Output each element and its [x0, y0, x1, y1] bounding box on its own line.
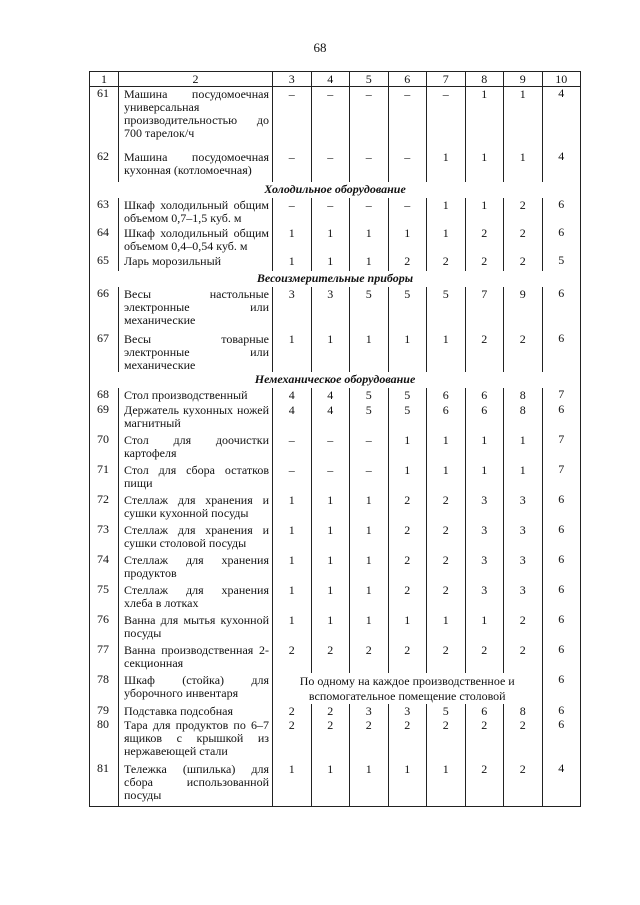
quantity-cell: –: [388, 150, 427, 182]
quantity-cell: 2: [388, 643, 427, 673]
quantity-cell: –: [350, 150, 389, 182]
row-number: 66: [90, 287, 119, 332]
section-title: Холодильное оборудование: [90, 182, 581, 198]
quantity-cell: 2: [427, 643, 466, 673]
quantity-cell: 5: [542, 254, 581, 271]
column-header: 9: [504, 72, 543, 87]
equipment-name: Стеллаж для хранения хлеба в лотках: [119, 583, 273, 613]
quantity-cell: 1: [350, 762, 389, 807]
row-number: 62: [90, 150, 119, 182]
quantity-cell: 2: [465, 718, 504, 762]
quantity-cell: 6: [427, 403, 466, 433]
quantity-cell: 1: [504, 150, 543, 182]
table-row: [90, 704, 581, 718]
quantity-cell: 6: [542, 718, 581, 762]
quantity-cell: 5: [388, 388, 427, 403]
quantity-cell: 1: [427, 150, 466, 182]
quantity-cell: 1: [388, 332, 427, 372]
row-number: 77: [90, 643, 119, 673]
quantity-cell: 1: [273, 254, 312, 271]
quantity-cell: 6: [542, 403, 581, 433]
table-row: [90, 523, 581, 553]
equipment-name: Тара для продуктов по 6–7 ящиков с крышкой из нержавеющей стали: [119, 718, 273, 762]
quantity-cell: –: [273, 463, 312, 493]
equipment-name: Ванна производственная 2-секционная: [119, 643, 273, 673]
quantity-cell: 5: [427, 704, 466, 718]
row-number: 75: [90, 583, 119, 613]
quantity-cell: 1: [350, 523, 389, 553]
quantity-cell: 1: [350, 226, 389, 254]
quantity-cell: 1: [388, 762, 427, 807]
quantity-cell: 5: [350, 403, 389, 433]
equipment-name: Машина посудомоечная кухонная (котломоечная): [119, 150, 273, 182]
quantity-cell: 3: [311, 287, 350, 332]
quantity-cell: 6: [542, 553, 581, 583]
equipment-name: Стол для доочистки картофеля: [119, 433, 273, 463]
column-header: 5: [350, 72, 389, 87]
quantity-cell: 1: [388, 433, 427, 463]
quantity-cell: 1: [465, 463, 504, 493]
header-row: [90, 72, 581, 87]
quantity-cell: –: [350, 463, 389, 493]
quantity-cell: 1: [311, 523, 350, 553]
row-number: 70: [90, 433, 119, 463]
quantity-cell: 2: [311, 718, 350, 762]
quantity-cell: 3: [504, 583, 543, 613]
quantity-cell: –: [427, 87, 466, 151]
row-number: 64: [90, 226, 119, 254]
section-title: Весоизмерительные приборы: [90, 271, 581, 287]
equipment-name: Тележка (шпилька) для сбора использованной посуды: [119, 762, 273, 807]
quantity-cell: 6: [542, 673, 581, 704]
quantity-cell: 6: [465, 388, 504, 403]
quantity-cell: 1: [273, 583, 312, 613]
row-number: 65: [90, 254, 119, 271]
row-number: 69: [90, 403, 119, 433]
quantity-cell: 2: [504, 254, 543, 271]
table-row: [90, 553, 581, 583]
section-row: [90, 372, 581, 388]
quantity-cell: 2: [427, 493, 466, 523]
quantity-cell: 7: [542, 463, 581, 493]
table-row: [90, 613, 581, 643]
quantity-cell: 7: [465, 287, 504, 332]
table-row: [90, 643, 581, 673]
quantity-cell: 1: [350, 332, 389, 372]
quantity-cell: 2: [504, 762, 543, 807]
column-header: 4: [311, 72, 350, 87]
quantity-cell: 8: [504, 704, 543, 718]
quantity-cell: 6: [542, 226, 581, 254]
equipment-name: Шкаф (стойка) для уборочного инвентаря: [119, 673, 273, 704]
quantity-cell: 6: [465, 704, 504, 718]
quantity-cell: –: [273, 150, 312, 182]
quantity-cell: 4: [273, 388, 312, 403]
quantity-cell: 2: [273, 643, 312, 673]
quantity-cell: 6: [427, 388, 466, 403]
quantity-cell: 3: [350, 704, 389, 718]
quantity-cell: 1: [465, 433, 504, 463]
quantity-cell: 1: [311, 226, 350, 254]
quantity-cell: 2: [504, 226, 543, 254]
quantity-cell: –: [311, 198, 350, 226]
row-number: 79: [90, 704, 119, 718]
quantity-cell: 1: [350, 254, 389, 271]
equipment-name: Шкаф холодильный общим объемом 0,4–0,54 куб. м: [119, 226, 273, 254]
column-header: 8: [465, 72, 504, 87]
row-number: 71: [90, 463, 119, 493]
quantity-cell: 2: [350, 718, 389, 762]
quantity-cell: 2: [427, 553, 466, 583]
quantity-cell: 2: [388, 583, 427, 613]
quantity-cell: 1: [311, 762, 350, 807]
quantity-cell: 2: [504, 718, 543, 762]
quantity-cell: –: [350, 87, 389, 151]
quantity-cell: 8: [504, 403, 543, 433]
table-body: [90, 87, 581, 807]
column-header: 7: [427, 72, 466, 87]
table-row: [90, 254, 581, 271]
quantity-cell: 1: [311, 332, 350, 372]
quantity-cell: 1: [273, 553, 312, 583]
quantity-cell: 2: [504, 332, 543, 372]
quantity-cell: 1: [427, 433, 466, 463]
quantity-cell: 2: [427, 254, 466, 271]
quantity-cell: 8: [504, 388, 543, 403]
column-header: 1: [90, 72, 119, 87]
equipment-name: Ванна для мытья кухонной посуды: [119, 613, 273, 643]
quantity-cell: 3: [465, 583, 504, 613]
quantity-cell: 1: [504, 463, 543, 493]
section-title: Немеханическое оборудование: [90, 372, 581, 388]
quantity-cell: 5: [388, 287, 427, 332]
quantity-cell: 1: [311, 553, 350, 583]
quantity-cell: 3: [465, 523, 504, 553]
quantity-cell: –: [311, 433, 350, 463]
quantity-cell: 6: [542, 493, 581, 523]
quantity-cell: 1: [273, 762, 312, 807]
section-row: [90, 182, 581, 198]
quantity-cell: 1: [504, 87, 543, 151]
quantity-cell: 1: [273, 523, 312, 553]
quantity-cell: 3: [273, 287, 312, 332]
quantity-cell: 1: [273, 613, 312, 643]
quantity-cell: 6: [542, 613, 581, 643]
quantity-cell: 2: [273, 718, 312, 762]
equipment-name: Весы товарные электронные или механические: [119, 332, 273, 372]
quantity-cell: 2: [427, 718, 466, 762]
table-row: [90, 198, 581, 226]
table-row: [90, 718, 581, 762]
quantity-cell: 4: [311, 403, 350, 433]
quantity-cell: 1: [388, 613, 427, 643]
table-row: [90, 287, 581, 332]
quantity-cell: –: [311, 463, 350, 493]
row-number: 76: [90, 613, 119, 643]
quantity-cell: 3: [465, 553, 504, 583]
quantity-cell: 3: [504, 523, 543, 553]
row-number: 63: [90, 198, 119, 226]
equipment-table: [89, 71, 581, 807]
table-row: [90, 673, 581, 704]
equipment-name: Стеллаж для хранения продуктов: [119, 553, 273, 583]
quantity-cell: 5: [350, 388, 389, 403]
quantity-cell: 6: [542, 198, 581, 226]
row-number: 72: [90, 493, 119, 523]
quantity-cell: 1: [273, 332, 312, 372]
quantity-cell: 1: [427, 463, 466, 493]
equipment-name: Подставка подсобная: [119, 704, 273, 718]
quantity-cell: –: [311, 150, 350, 182]
quantity-cell: 1: [427, 762, 466, 807]
row-number: 74: [90, 553, 119, 583]
quantity-cell: 2: [388, 254, 427, 271]
equipment-name: Стеллаж для хранения и сушки столовой посуды: [119, 523, 273, 553]
quantity-cell: 2: [465, 226, 504, 254]
merged-note: По одному на каждое производственное и вспомогательное помещение столовой: [273, 673, 543, 704]
quantity-cell: 1: [350, 613, 389, 643]
quantity-cell: 1: [273, 226, 312, 254]
column-header: 2: [119, 72, 273, 87]
quantity-cell: 6: [542, 523, 581, 553]
quantity-cell: 1: [311, 254, 350, 271]
quantity-cell: 1: [311, 583, 350, 613]
equipment-name: Машина посудомоечная универсальная производительностью до 700 тарелок/ч: [119, 87, 273, 151]
quantity-cell: 1: [427, 226, 466, 254]
quantity-cell: 1: [273, 493, 312, 523]
quantity-cell: 4: [273, 403, 312, 433]
equipment-name: Шкаф холодильный общим объемом 0,7–1,5 куб. м: [119, 198, 273, 226]
column-header: 6: [388, 72, 427, 87]
quantity-cell: –: [273, 87, 312, 151]
quantity-cell: 2: [388, 553, 427, 583]
table-row: [90, 332, 581, 372]
quantity-cell: 3: [504, 493, 543, 523]
quantity-cell: 2: [504, 643, 543, 673]
table-row: [90, 762, 581, 807]
equipment-name: Стол производственный: [119, 388, 273, 403]
equipment-name: Держатель кухонных ножей магнитный: [119, 403, 273, 433]
table-row: [90, 87, 581, 151]
equipment-name: Стол для сбора остатков пищи: [119, 463, 273, 493]
row-number: 68: [90, 388, 119, 403]
row-number: 73: [90, 523, 119, 553]
quantity-cell: 1: [465, 198, 504, 226]
quantity-cell: 1: [388, 463, 427, 493]
column-header: 10: [542, 72, 581, 87]
quantity-cell: 7: [542, 433, 581, 463]
quantity-cell: 2: [504, 198, 543, 226]
equipment-table-container: [89, 71, 580, 802]
quantity-cell: 7: [542, 388, 581, 403]
quantity-cell: 1: [350, 553, 389, 583]
quantity-cell: –: [350, 433, 389, 463]
quantity-cell: 2: [427, 523, 466, 553]
table-row: [90, 433, 581, 463]
quantity-cell: 2: [465, 643, 504, 673]
quantity-cell: 2: [465, 254, 504, 271]
quantity-cell: 4: [542, 87, 581, 151]
quantity-cell: 2: [388, 523, 427, 553]
page-number: 68: [313, 40, 327, 55]
quantity-cell: 6: [542, 332, 581, 372]
equipment-name: Весы настольные электронные или механические: [119, 287, 273, 332]
table-row: [90, 493, 581, 523]
quantity-cell: 1: [311, 613, 350, 643]
quantity-cell: –: [273, 198, 312, 226]
table-row: [90, 226, 581, 254]
quantity-cell: 1: [465, 613, 504, 643]
quantity-cell: 3: [388, 704, 427, 718]
quantity-cell: 2: [388, 718, 427, 762]
quantity-cell: 3: [465, 493, 504, 523]
quantity-cell: 2: [388, 493, 427, 523]
quantity-cell: 4: [311, 388, 350, 403]
quantity-cell: 2: [311, 643, 350, 673]
quantity-cell: –: [273, 433, 312, 463]
quantity-cell: 6: [465, 403, 504, 433]
quantity-cell: 6: [542, 704, 581, 718]
quantity-cell: 6: [542, 287, 581, 332]
quantity-cell: 6: [542, 643, 581, 673]
quantity-cell: 3: [504, 553, 543, 583]
quantity-cell: 1: [465, 150, 504, 182]
row-number: 61: [90, 87, 119, 151]
quantity-cell: 1: [465, 87, 504, 151]
row-number: 78: [90, 673, 119, 704]
quantity-cell: 2: [465, 332, 504, 372]
quantity-cell: 5: [350, 287, 389, 332]
quantity-cell: 6: [542, 583, 581, 613]
row-number: 81: [90, 762, 119, 807]
quantity-cell: 1: [350, 583, 389, 613]
quantity-cell: –: [388, 198, 427, 226]
row-number: 67: [90, 332, 119, 372]
quantity-cell: 1: [388, 226, 427, 254]
table-row: [90, 150, 581, 182]
quantity-cell: 2: [273, 704, 312, 718]
quantity-cell: –: [311, 87, 350, 151]
quantity-cell: 2: [427, 583, 466, 613]
table-row: [90, 388, 581, 403]
row-number: 80: [90, 718, 119, 762]
quantity-cell: 9: [504, 287, 543, 332]
quantity-cell: 2: [504, 613, 543, 643]
quantity-cell: –: [388, 87, 427, 151]
table-row: [90, 583, 581, 613]
column-header: 3: [273, 72, 312, 87]
equipment-name: Ларь морозильный: [119, 254, 273, 271]
quantity-cell: –: [350, 198, 389, 226]
table-row: [90, 463, 581, 493]
quantity-cell: 4: [542, 762, 581, 807]
quantity-cell: 2: [350, 643, 389, 673]
quantity-cell: 1: [427, 613, 466, 643]
quantity-cell: 5: [388, 403, 427, 433]
quantity-cell: 1: [427, 332, 466, 372]
quantity-cell: 2: [465, 762, 504, 807]
quantity-cell: 2: [311, 704, 350, 718]
quantity-cell: 1: [311, 493, 350, 523]
quantity-cell: 5: [427, 287, 466, 332]
equipment-name: Стеллаж для хранения и сушки кухонной посуды: [119, 493, 273, 523]
quantity-cell: 1: [504, 433, 543, 463]
section-row: [90, 271, 581, 287]
quantity-cell: 4: [542, 150, 581, 182]
table-row: [90, 403, 581, 433]
quantity-cell: 1: [350, 493, 389, 523]
quantity-cell: 1: [427, 198, 466, 226]
